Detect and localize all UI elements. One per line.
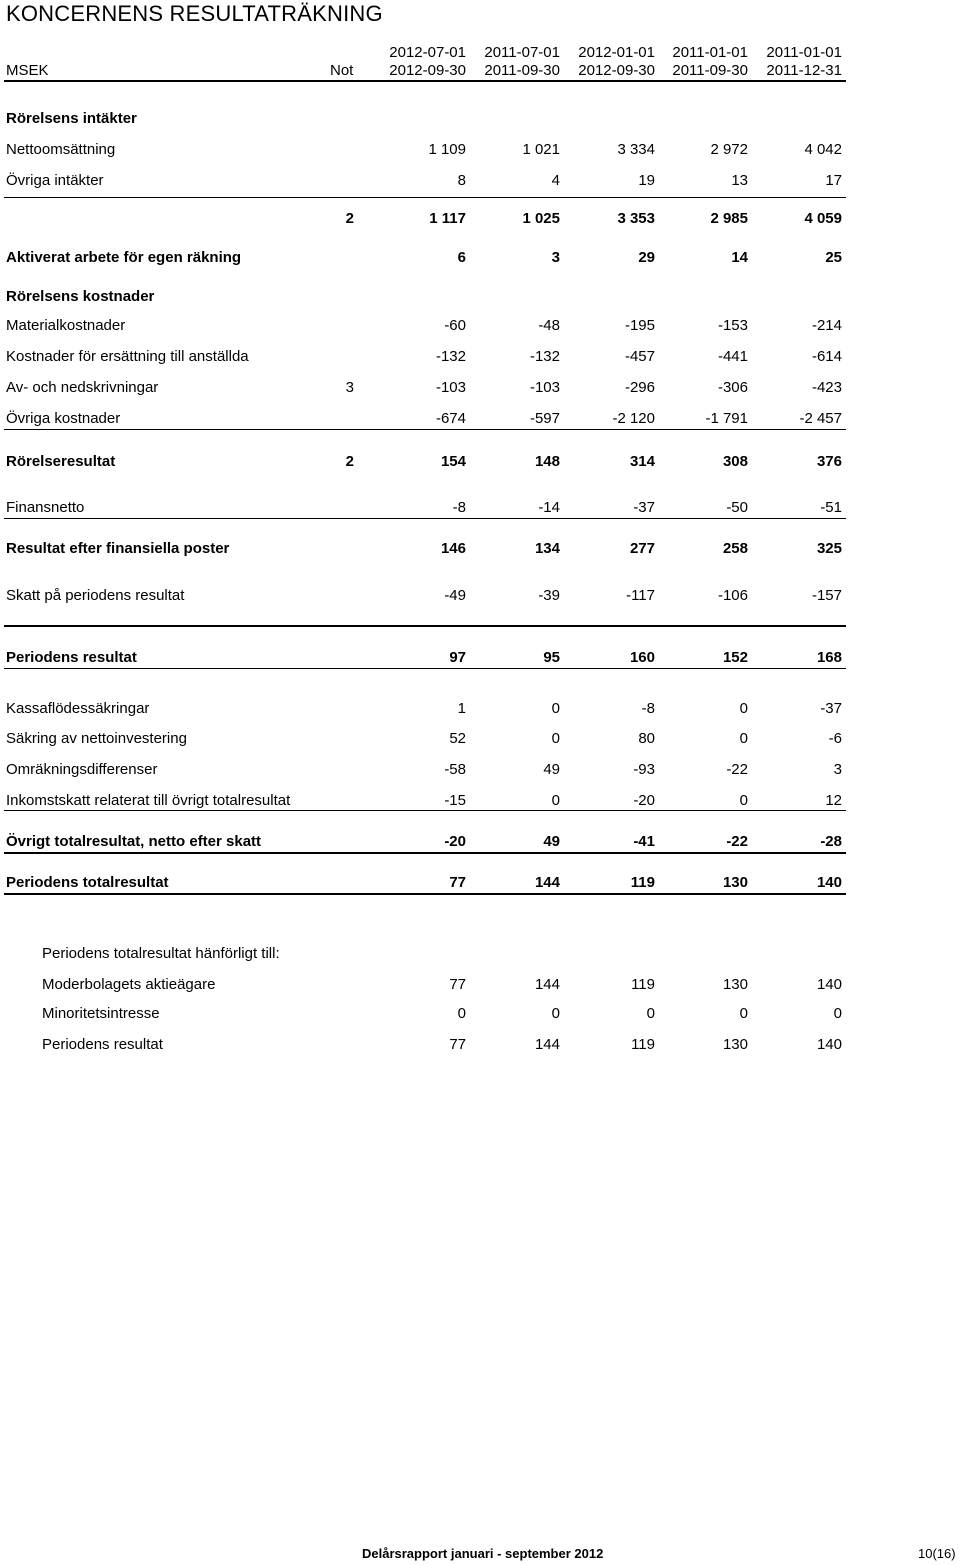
statement-row <box>0 539 960 559</box>
table-rule <box>4 518 846 519</box>
row-value-col-1: -597 <box>529 410 560 427</box>
row-value-col-1: 144 <box>534 1036 560 1053</box>
row-value-col-4: 168 <box>816 649 842 666</box>
row-value-col-3: 152 <box>722 649 748 666</box>
row-value-col-3: 130 <box>722 1036 748 1053</box>
header-col-1-to: 2011-09-30 <box>484 62 560 79</box>
row-value-col-3: 14 <box>731 249 748 266</box>
row-value-col-3: 0 <box>739 792 748 809</box>
row-value-col-1: 0 <box>551 730 560 747</box>
row-label: Av- och nedskrivningar <box>6 379 159 396</box>
row-value-col-0: 1 <box>457 700 466 717</box>
table-rule <box>4 668 846 669</box>
row-label: Aktiverat arbete för egen räkning <box>6 249 242 266</box>
statement-row <box>0 648 960 668</box>
row-label: Periodens resultat <box>42 1036 163 1053</box>
row-value-col-0: -103 <box>435 379 466 396</box>
row-value-col-4: 376 <box>816 453 842 470</box>
row-label: Kassaflödessäkringar <box>6 700 150 717</box>
row-value-col-2: 314 <box>629 453 655 470</box>
row-value-col-4: -2 457 <box>799 410 842 427</box>
row-value-col-2: 80 <box>638 730 655 747</box>
row-value-col-3: -50 <box>726 499 748 516</box>
header-label: MSEK <box>6 62 49 79</box>
row-value-col-2: 19 <box>638 172 655 189</box>
header-col-2-from: 2012-01-01 <box>578 44 655 61</box>
row-value-col-1: -39 <box>538 587 560 604</box>
row-value-col-0: -8 <box>452 499 466 516</box>
row-value-col-0: -15 <box>444 792 466 809</box>
header-col-1-from: 2011-07-01 <box>484 44 560 61</box>
row-value-col-3: 2 972 <box>710 141 748 158</box>
row-value-col-2: 160 <box>629 649 655 666</box>
row-value-col-3: -106 <box>717 587 748 604</box>
row-label: Övriga intäkter <box>6 172 104 189</box>
row-label: Moderbolagets aktieägare <box>42 976 216 993</box>
row-value-col-4: 325 <box>816 540 842 557</box>
table-rule <box>4 625 846 627</box>
header-note: Not <box>330 62 354 79</box>
row-value-col-4: 140 <box>816 976 842 993</box>
row-value-col-2: -2 120 <box>612 410 655 427</box>
statement-row <box>0 209 960 229</box>
row-label: Rörelsens intäkter <box>6 110 137 127</box>
row-value-col-1: 148 <box>534 453 560 470</box>
row-value-col-0: 6 <box>457 249 466 266</box>
row-value-col-0: 1 117 <box>429 210 466 227</box>
statement-row <box>0 873 960 893</box>
statement-row <box>0 316 960 336</box>
row-value-col-3: -22 <box>726 833 748 850</box>
row-value-col-4: -51 <box>820 499 842 516</box>
row-value-col-4: 0 <box>833 1005 842 1022</box>
row-value-col-1: -103 <box>529 379 560 396</box>
statement-row <box>0 452 960 472</box>
row-label: Kostnader för ersättning till anställda <box>6 348 249 365</box>
row-value-col-0: -49 <box>444 587 466 604</box>
statement-row <box>0 287 960 307</box>
row-label: Periodens totalresultat <box>6 874 169 891</box>
row-value-col-2: -8 <box>641 700 655 717</box>
row-note: 2 <box>345 210 354 227</box>
row-value-col-3: -22 <box>726 761 748 778</box>
row-value-col-4: -157 <box>811 587 842 604</box>
row-label: Resultat efter finansiella poster <box>6 540 230 557</box>
statement-row <box>0 378 960 398</box>
row-value-col-4: 4 059 <box>804 210 842 227</box>
row-value-col-3: 13 <box>731 172 748 189</box>
attribution-row <box>0 1035 960 1055</box>
row-note: 2 <box>345 453 354 470</box>
row-value-col-2: -93 <box>633 761 655 778</box>
row-value-col-1: 144 <box>534 976 560 993</box>
row-value-col-0: 77 <box>449 976 466 993</box>
row-value-col-2: -20 <box>633 792 655 809</box>
statement-row <box>0 832 960 852</box>
header-col-2-to: 2012-09-30 <box>578 62 655 79</box>
statement-row <box>0 498 960 518</box>
row-value-col-2: -296 <box>624 379 655 396</box>
row-value-col-0: 146 <box>440 540 466 557</box>
table-rule <box>4 852 846 854</box>
row-label: Rörelseresultat <box>6 453 116 470</box>
row-value-col-2: 29 <box>638 249 655 266</box>
row-value-col-1: 4 <box>551 172 560 189</box>
row-label: Materialkostnader <box>6 317 126 334</box>
row-value-col-4: 140 <box>816 1036 842 1053</box>
row-value-col-3: -153 <box>717 317 748 334</box>
row-value-col-0: 52 <box>449 730 466 747</box>
header-col-0-from: 2012-07-01 <box>389 44 466 61</box>
row-value-col-1: -14 <box>538 499 560 516</box>
row-value-col-2: 277 <box>629 540 655 557</box>
row-value-col-2: 3 353 <box>617 210 655 227</box>
row-value-col-2: 0 <box>646 1005 655 1022</box>
statement-row <box>0 699 960 719</box>
row-value-col-4: 12 <box>825 792 842 809</box>
row-value-col-4: 25 <box>825 249 842 266</box>
row-value-col-2: -117 <box>626 587 655 604</box>
row-label: Inkomstskatt relaterat till övrigt totalresultat <box>6 792 291 809</box>
header-col-0-to: 2012-09-30 <box>389 62 466 79</box>
row-label: Periodens resultat <box>6 649 137 666</box>
row-value-col-4: -28 <box>820 833 842 850</box>
statement-row <box>0 729 960 749</box>
row-value-col-1: 49 <box>543 833 560 850</box>
statement-row <box>0 171 960 191</box>
row-value-col-4: -214 <box>811 317 842 334</box>
row-value-col-0: 8 <box>457 172 466 189</box>
row-value-col-1: 95 <box>543 649 560 666</box>
row-label: Periodens totalresultat hänförligt till: <box>42 945 280 962</box>
row-label: Minoritetsintresse <box>42 1005 160 1022</box>
header-col-4-from: 2011-01-01 <box>766 44 842 61</box>
header-col-3-to: 2011-09-30 <box>672 62 748 79</box>
attribution-row <box>0 1004 960 1024</box>
row-value-col-1: 134 <box>534 540 560 557</box>
statement-row <box>0 140 960 160</box>
row-value-col-0: -58 <box>444 761 466 778</box>
row-value-col-1: 49 <box>543 761 560 778</box>
row-value-col-4: -6 <box>828 730 842 747</box>
header-rule <box>4 80 846 82</box>
row-value-col-4: 17 <box>825 172 842 189</box>
row-value-col-0: 77 <box>449 874 466 891</box>
row-value-col-2: -37 <box>633 499 655 516</box>
statement-row <box>0 347 960 367</box>
row-value-col-2: 119 <box>631 976 655 993</box>
row-value-col-1: 0 <box>551 700 560 717</box>
table-rule <box>4 893 846 895</box>
row-value-col-4: 140 <box>816 874 842 891</box>
row-value-col-0: 97 <box>449 649 466 666</box>
row-value-col-1: -48 <box>538 317 560 334</box>
footer-page-number: 10(16) <box>918 1546 956 1561</box>
row-value-col-2: 119 <box>630 874 655 891</box>
row-value-col-3: 130 <box>722 874 748 891</box>
statement-row <box>0 586 960 606</box>
row-value-col-4: 3 <box>833 761 842 778</box>
row-value-col-1: 3 <box>551 249 560 266</box>
row-value-col-3: -441 <box>717 348 748 365</box>
row-value-col-3: 2 985 <box>710 210 748 227</box>
row-value-col-1: 0 <box>551 1005 560 1022</box>
report-title: KONCERNENS RESULTATRÄKNING <box>6 1 383 26</box>
row-label: Skatt på periodens resultat <box>6 587 185 604</box>
row-label: Övriga kostnader <box>6 410 121 427</box>
table-rule <box>4 429 846 430</box>
row-value-col-3: -306 <box>717 379 748 396</box>
row-value-col-2: 3 334 <box>617 141 655 158</box>
row-value-col-4: -614 <box>811 348 842 365</box>
row-value-col-3: 130 <box>722 976 748 993</box>
statement-row <box>0 760 960 780</box>
row-value-col-3: -1 791 <box>705 410 748 427</box>
row-value-col-3: 0 <box>739 1005 748 1022</box>
footer-report-title: Delårsrapport januari - september 2012 <box>362 1546 604 1561</box>
row-value-col-0: 0 <box>457 1005 466 1022</box>
row-value-col-0: 154 <box>440 453 466 470</box>
row-value-col-2: -457 <box>624 348 655 365</box>
row-note: 3 <box>345 379 354 396</box>
row-label: Övrigt totalresultat, netto efter skatt <box>6 833 262 850</box>
row-value-col-3: 0 <box>739 730 748 747</box>
row-value-col-3: 308 <box>722 453 748 470</box>
row-value-col-0: 1 109 <box>428 141 466 158</box>
row-value-col-4: -37 <box>820 700 842 717</box>
row-value-col-2: -41 <box>633 833 655 850</box>
row-value-col-0: 77 <box>449 1036 466 1053</box>
row-value-col-3: 0 <box>739 700 748 717</box>
row-value-col-0: -132 <box>435 348 466 365</box>
row-value-col-1: 1 021 <box>522 141 560 158</box>
row-value-col-1: 144 <box>534 874 560 891</box>
row-value-col-1: -132 <box>529 348 560 365</box>
attribution-row <box>0 975 960 995</box>
attribution-heading <box>0 944 960 964</box>
table-rule <box>4 197 846 198</box>
row-value-col-4: 4 042 <box>804 141 842 158</box>
row-value-col-2: 119 <box>631 1036 655 1053</box>
row-value-col-3: 258 <box>722 540 748 557</box>
statement-row <box>0 109 960 129</box>
row-label: Säkring av nettoinvestering <box>6 730 187 747</box>
statement-row <box>0 248 960 268</box>
row-value-col-1: 0 <box>551 792 560 809</box>
row-label: Omräkningsdifferenser <box>6 761 158 778</box>
header-col-3-from: 2011-01-01 <box>672 44 748 61</box>
row-value-col-1: 1 025 <box>522 210 560 227</box>
row-value-col-2: -195 <box>624 317 655 334</box>
row-value-col-4: -423 <box>811 379 842 396</box>
statement-row <box>0 409 960 429</box>
row-label: Nettoomsättning <box>6 141 116 158</box>
header-col-4-to: 2011-12-31 <box>766 62 842 79</box>
row-value-col-0: -60 <box>444 317 466 334</box>
row-value-col-0: -20 <box>444 833 466 850</box>
statement-row <box>0 791 960 811</box>
row-value-col-0: -674 <box>435 410 466 427</box>
row-label: Finansnetto <box>6 499 85 516</box>
table-rule <box>4 810 846 811</box>
row-label: Rörelsens kostnader <box>6 288 155 305</box>
